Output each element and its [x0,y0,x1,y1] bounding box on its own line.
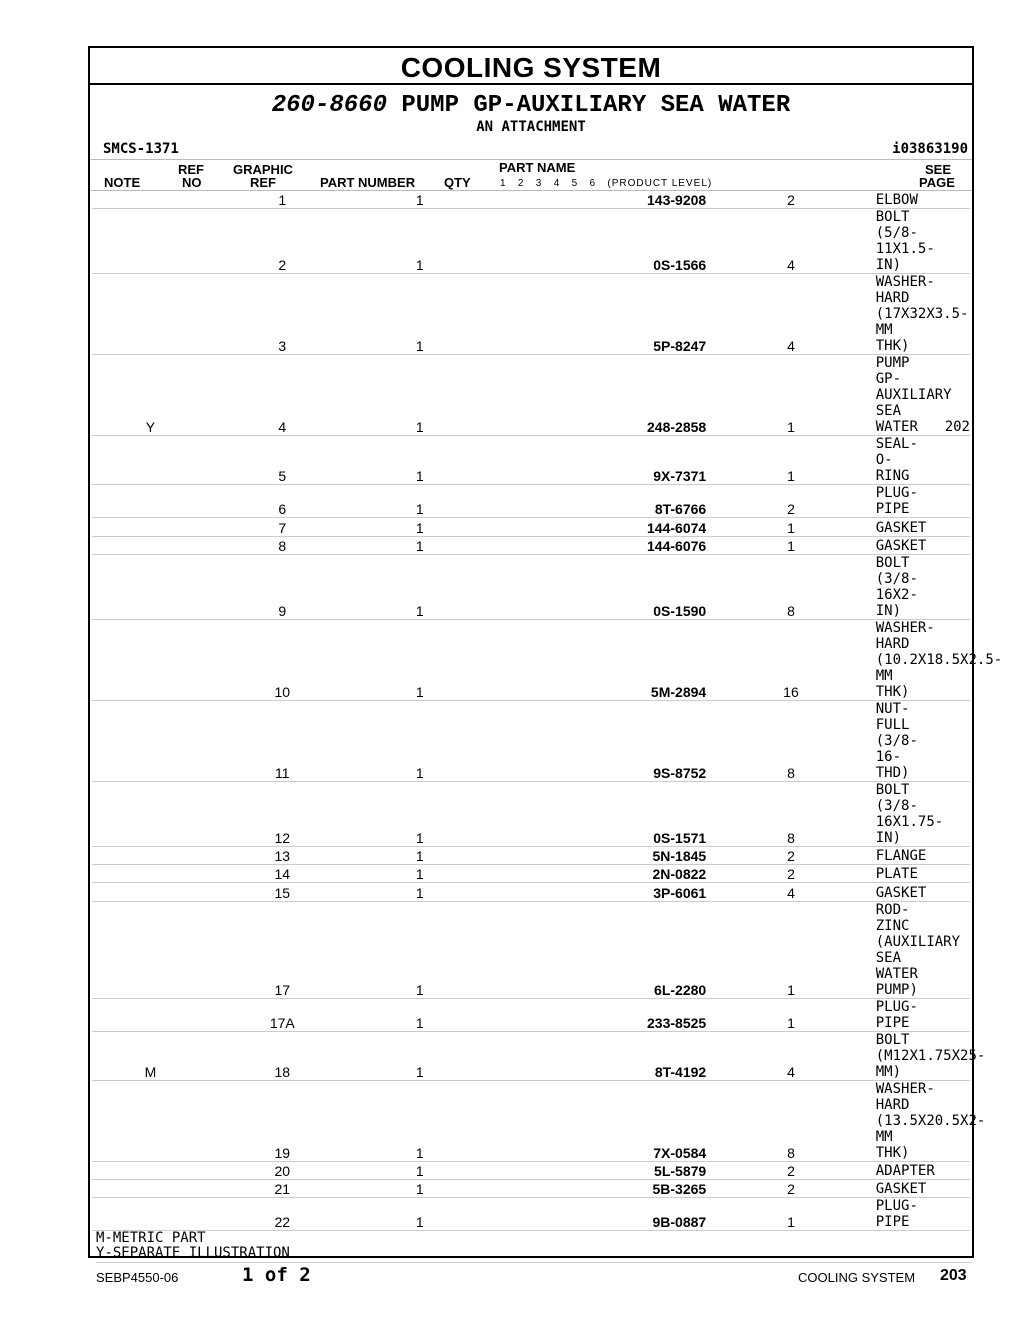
qty-cell: 4 [706,1031,876,1080]
doc-id: SEBP4550-06 [96,1270,179,1285]
part-number-cell[interactable]: 8T-6766 [484,485,706,518]
section-title: COOLING SYSTEM [90,48,972,85]
table-row: 21 1 5B-3265 2 GASKET [92,1180,970,1198]
note-metric: M-METRIC PART [96,1230,206,1247]
qty-cell: 2 [706,1180,876,1198]
note-cell [92,846,209,864]
note-cell: M [92,1031,209,1080]
ref-no-cell: 2 [209,209,356,274]
graphic-ref-cell: 1 [356,191,484,209]
graphic-ref-cell: 1 [356,781,484,846]
qty-cell: 8 [706,781,876,846]
note-separate-illustration: Y-SEPARATE ILLUSTRATION [96,1245,290,1262]
qty-cell: 1 [706,1198,876,1231]
qty-cell: 1 [706,518,876,536]
table-row: 2 1 0S-1566 4 BOLT (5/8-11X1.5-IN) [92,209,970,274]
note-cell [92,191,209,209]
col-graphic-top: GRAPHIC [233,162,293,177]
qty-cell: 2 [706,191,876,209]
note-cell [92,1198,209,1231]
part-number-cell[interactable]: 9S-8752 [484,700,706,781]
note-cell [92,536,209,554]
table-row: 11 1 9S-8752 8 NUT-FULL (3/8-16-THD) [92,700,970,781]
part-number-cell[interactable]: 2N-0822 [484,865,706,883]
group-title [90,93,972,119]
part-number-cell[interactable]: 143-9208 [484,191,706,209]
note-cell [92,518,209,536]
part-number-cell[interactable]: 144-6076 [484,536,706,554]
graphic-ref-cell: 1 [356,901,484,998]
graphic-ref-cell: 1 [356,1161,484,1179]
ref-no-cell: 1 [209,191,356,209]
note-cell [92,865,209,883]
ref-no-cell: 3 [209,274,356,355]
footer-section: COOLING SYSTEM [798,1270,916,1285]
qty-cell: 1 [706,901,876,998]
table-row: 3 1 5P-8247 4 WASHER-HARD (17X32X3.5-MM THK) [92,274,970,355]
ref-no-cell: 6 [209,485,356,518]
table-row: M 18 1 8T-4192 4 BOLT (M12X1.75X25-MM) [92,1031,970,1080]
qty-cell: 8 [706,1080,876,1161]
col-note: NOTE [104,175,141,190]
smcs-code: SMCS-1371 [103,141,179,157]
graphic-ref-cell: 1 [356,1198,484,1231]
ref-no-cell: 19 [209,1080,356,1161]
note-cell [92,883,209,901]
ref-no-cell: 11 [209,700,356,781]
table-row: 12 1 0S-1571 8 BOLT (3/8-16X1.75-IN) [92,781,970,846]
graphic-ref-cell: 1 [356,436,484,485]
part-number-cell[interactable]: 5N-1845 [484,846,706,864]
ref-no-cell: 22 [209,1198,356,1231]
page-footer [0,1262,1020,1292]
col-part-number: PART NUMBER [320,175,416,190]
group-part-number[interactable]: 260-8660 [271,92,387,119]
graphic-ref-cell: 1 [356,536,484,554]
group-part-name: PUMP GP-AUXILIARY SEA WATER [401,92,791,119]
qty-cell: 4 [706,883,876,901]
graphic-ref-cell: 1 [356,355,484,436]
graphic-ref-cell: 1 [356,209,484,274]
ref-no-cell: 10 [209,619,356,700]
col-product-levels: 1 2 3 4 5 6 (PRODUCT LEVEL) [500,178,713,189]
part-number-cell[interactable]: 5L-5879 [484,1161,706,1179]
illustration-id: i03863190 [892,141,968,157]
qty-cell: 8 [706,554,876,619]
page-of: 1 of 2 [242,1264,311,1286]
note-cell: Y [92,355,209,436]
part-number-cell[interactable]: 5M-2894 [484,619,706,700]
graphic-ref-cell: 1 [356,619,484,700]
ref-no-cell: 13 [209,846,356,864]
qty-cell: 1 [706,436,876,485]
col-ref-bottom: NO [182,175,202,190]
graphic-ref-cell: 1 [356,865,484,883]
parts-table [92,191,1003,1231]
graphic-ref-cell: 1 [356,1080,484,1161]
note-cell [92,781,209,846]
table-row: 9 1 0S-1590 8 BOLT (3/8-16X2-IN) [92,554,970,619]
graphic-ref-cell: 1 [356,274,484,355]
qty-cell: 8 [706,700,876,781]
part-number-cell[interactable]: 0S-1571 [484,781,706,846]
attachment-label: AN ATTACHMENT [476,119,586,135]
table-row: 1 1 143-9208 2 ELBOW [92,191,970,209]
graphic-ref-cell: 1 [356,1180,484,1198]
col-see-bottom: PAGE [919,175,955,190]
qty-cell: 2 [706,485,876,518]
table-row: 20 1 5L-5879 2 ADAPTER [92,1161,970,1179]
page-number: 203 [940,1267,967,1284]
col-graphic-bottom: REF [250,175,276,190]
col-part-name: PART NAME [499,160,576,175]
part-number-cell[interactable]: 5B-3265 [484,1180,706,1198]
table-row: 6 1 8T-6766 2 PLUG-PIPE [92,485,970,518]
table-row: 14 1 2N-0822 2 PLATE [92,865,970,883]
part-number-cell[interactable]: 8T-4192 [484,1031,706,1080]
graphic-ref-cell: 1 [356,846,484,864]
note-cell [92,619,209,700]
graphic-ref-cell: 1 [356,700,484,781]
table-row: 17A 1 233-8525 1 PLUG-PIPE [92,998,970,1031]
table-row: 10 1 5M-2894 16 WASHER-HARD (10.2X18.5X2.5-MM THK) [92,619,970,700]
table-header [90,159,972,191]
note-cell [92,901,209,998]
note-cell [92,209,209,274]
col-ref-top: REF [178,162,204,177]
graphic-ref-cell: 1 [356,518,484,536]
ref-no-cell: 15 [209,883,356,901]
qty-cell: 1 [706,998,876,1031]
part-number-cell[interactable]: 3P-6061 [484,883,706,901]
graphic-ref-cell: 1 [356,1031,484,1080]
part-number-cell[interactable]: 9B-0887 [484,1198,706,1231]
ref-no-cell: 9 [209,554,356,619]
qty-cell: 16 [706,619,876,700]
qty-cell: 4 [706,209,876,274]
table-row: 8 1 144-6076 1 GASKET [92,536,970,554]
part-number-cell[interactable]: 144-6074 [484,518,706,536]
table-row: 7 1 144-6074 1 GASKET [92,518,970,536]
qty-cell: 2 [706,846,876,864]
qty-cell: 2 [706,1161,876,1179]
part-number-cell[interactable]: 233-8525 [484,998,706,1031]
smcs-row [90,137,972,159]
part-number-cell[interactable]: 6L-2280 [484,901,706,998]
ref-no-cell: 20 [209,1161,356,1179]
note-cell [92,274,209,355]
part-number-cell[interactable]: 9X-7371 [484,436,706,485]
note-cell [92,1080,209,1161]
ref-no-cell: 17A [209,998,356,1031]
table-row: 13 1 5N-1845 2 FLANGE [92,846,970,864]
note-cell [92,998,209,1031]
table-row: Y 4 1 248-2858 1 PUMP GP-AUXILIARY SEA WATER 202 [92,355,970,436]
ref-no-cell: 17 [209,901,356,998]
graphic-ref-cell: 1 [356,485,484,518]
note-cell [92,1161,209,1179]
col-qty: QTY [444,175,471,190]
ref-no-cell: 4 [209,355,356,436]
part-number-cell[interactable]: 5P-8247 [484,274,706,355]
page-frame [88,46,1003,1262]
graphic-ref-cell: 1 [356,554,484,619]
graphic-ref-cell: 1 [356,998,484,1031]
part-number-cell[interactable]: 0S-1590 [484,554,706,619]
part-number-cell[interactable]: 0S-1566 [484,209,706,274]
table-row: 5 1 9X-7371 1 SEAL-O-RING [92,436,970,485]
note-cell [92,436,209,485]
note-cell [92,700,209,781]
table-row: 22 1 9B-0887 1 PLUG-PIPE [92,1198,970,1231]
ref-no-cell: 8 [209,536,356,554]
ref-no-cell: 18 [209,1031,356,1080]
table-row: 19 1 7X-0584 8 WASHER-HARD (13.5X20.5X2-MM THK) [92,1080,970,1161]
qty-cell: 4 [706,274,876,355]
ref-no-cell: 21 [209,1180,356,1198]
notes-block [96,1231,972,1263]
qty-cell: 1 [706,355,876,436]
table-row: 17 1 6L-2280 1 ROD-ZINC (AUXILIARY SEA WATER PUMP) [92,901,970,998]
part-number-cell[interactable]: 248-2858 [484,355,706,436]
table-row: 15 1 3P-6061 4 GASKET [92,883,970,901]
ref-no-cell: 14 [209,865,356,883]
ref-no-cell: 7 [209,518,356,536]
qty-cell: 1 [706,536,876,554]
graphic-ref-cell: 1 [356,883,484,901]
note-cell [92,485,209,518]
col-see-top: SEE [925,162,952,177]
part-number-cell[interactable]: 7X-0584 [484,1080,706,1161]
ref-no-cell: 12 [209,781,356,846]
note-cell [92,554,209,619]
ref-no-cell: 5 [209,436,356,485]
qty-cell: 2 [706,865,876,883]
see-page-cell[interactable]: 202 [876,355,970,436]
note-cell [92,1180,209,1198]
